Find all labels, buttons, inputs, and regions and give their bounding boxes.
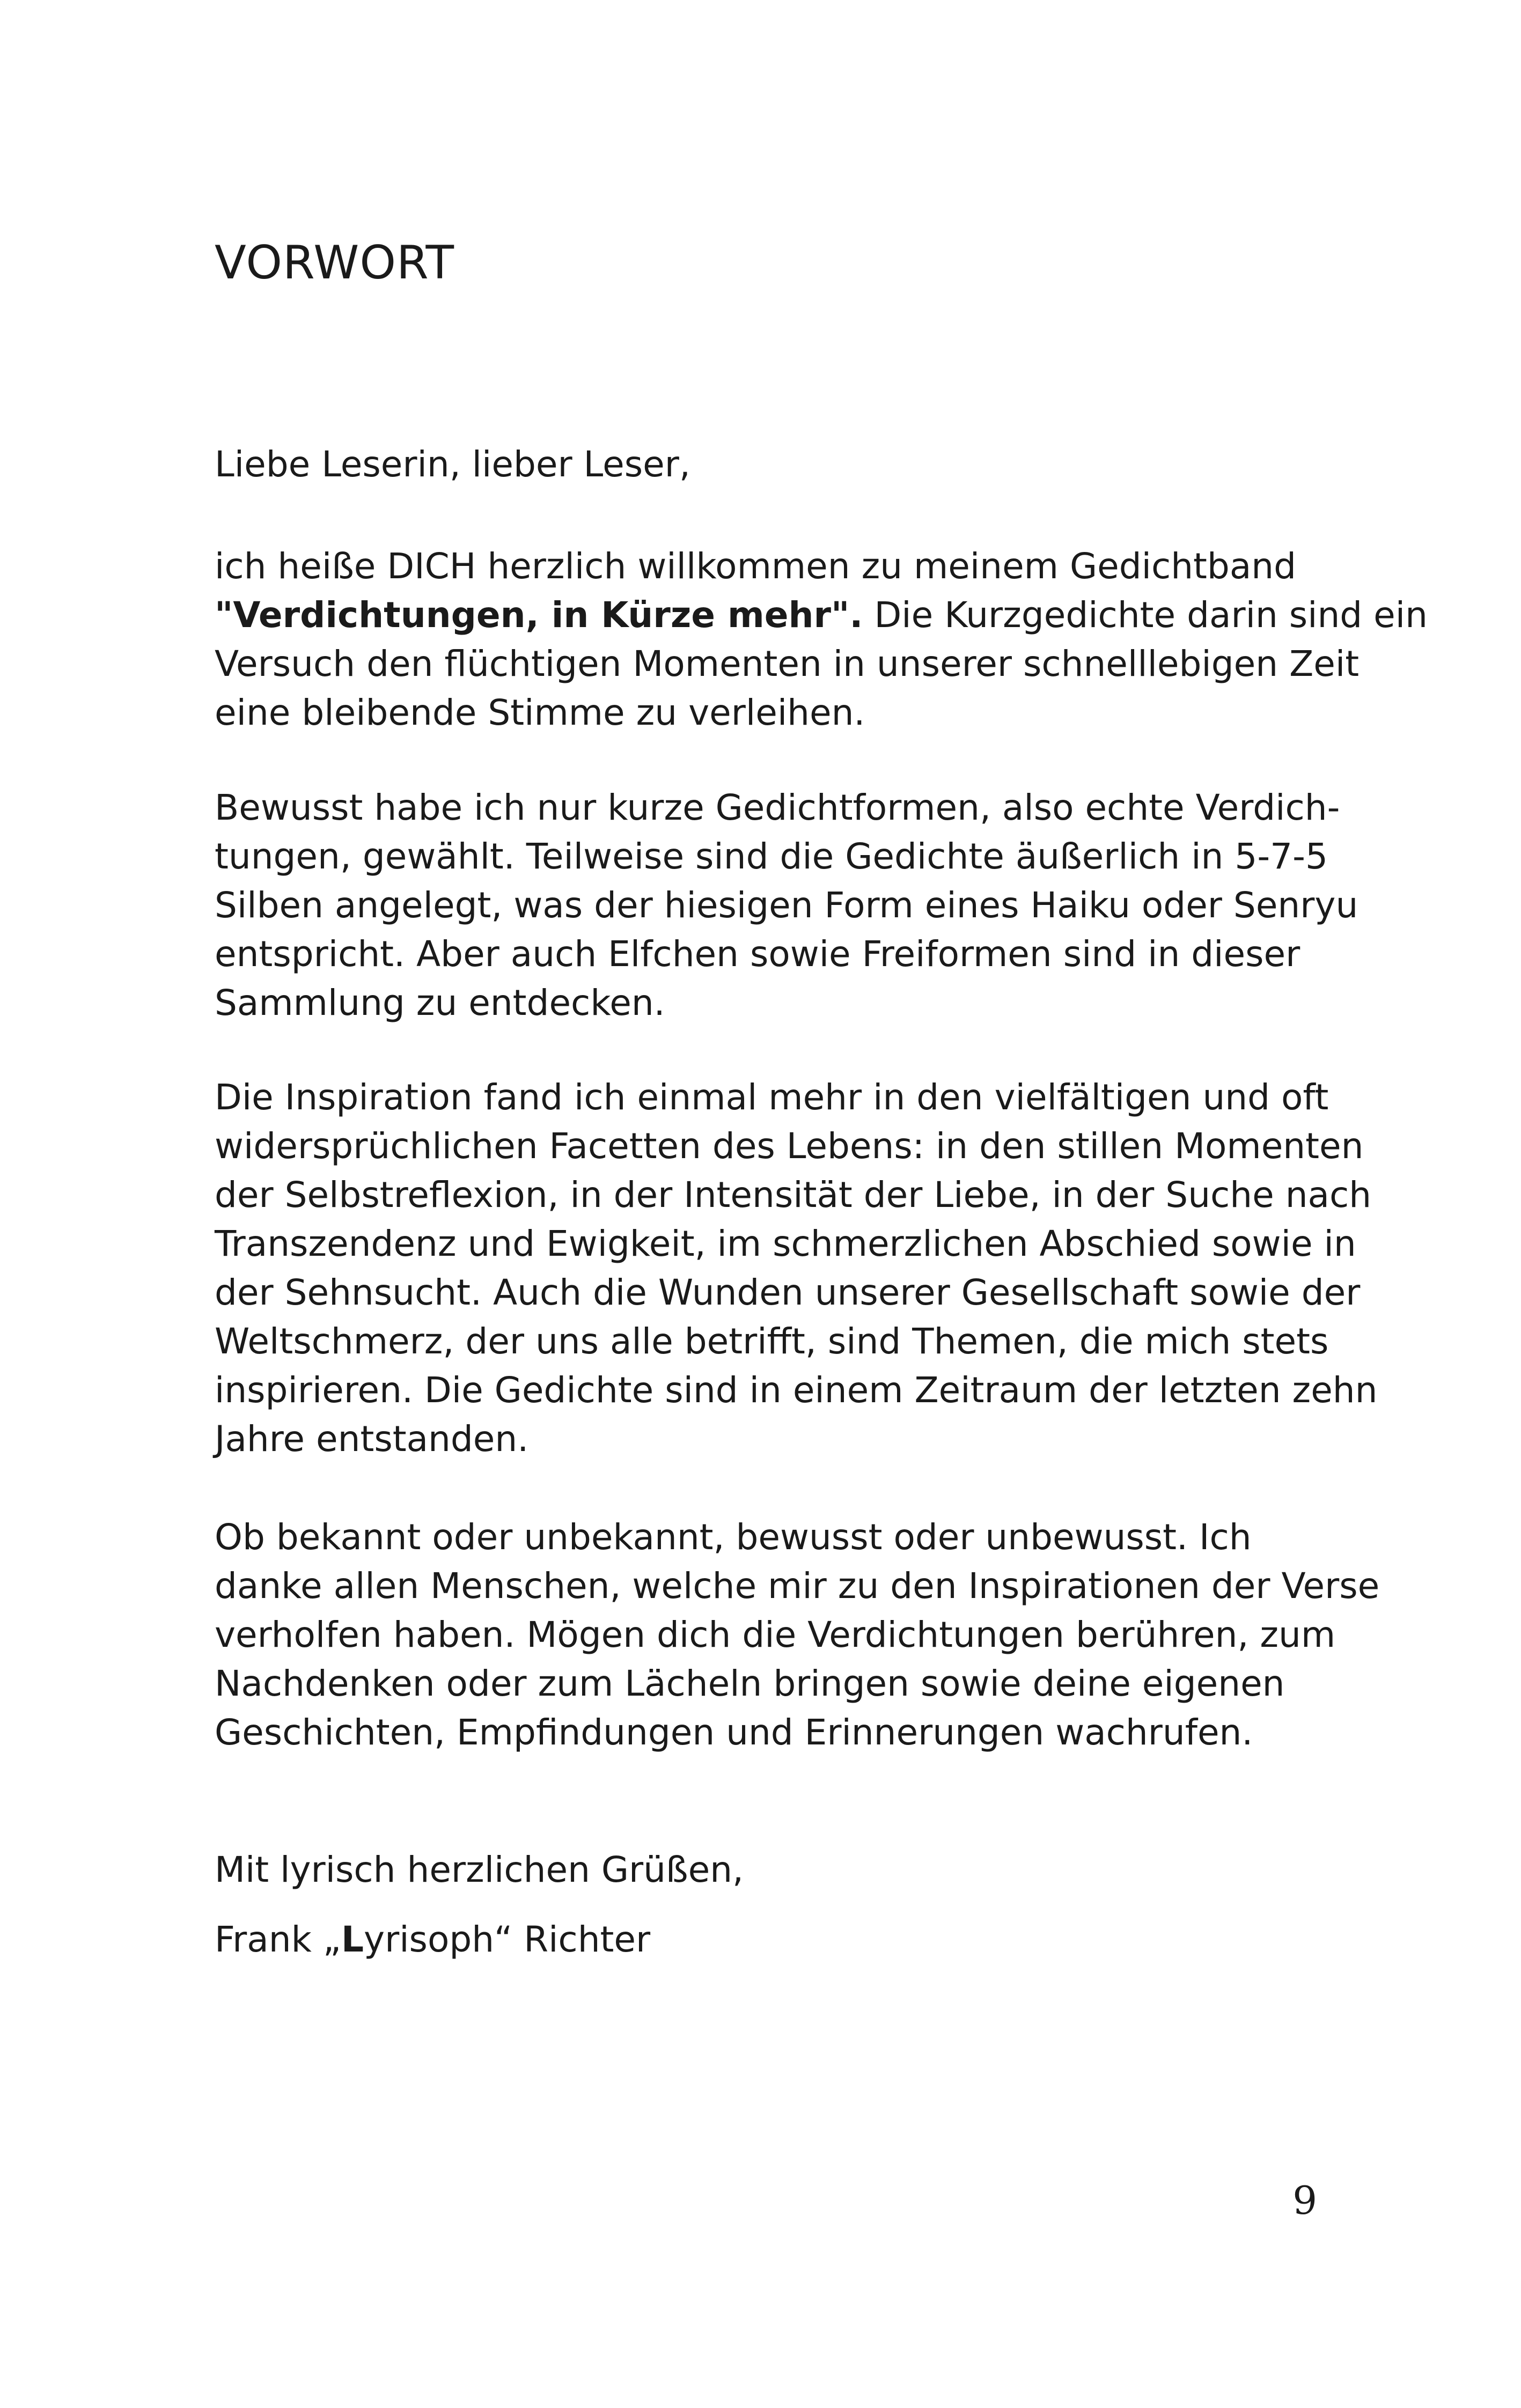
paragraph-4-line: Ob bekannt oder unbekannt, bewusst oder unbewusst. Ich [215, 1516, 1252, 1558]
paragraph-4-line: Nachdenken oder zum Lächeln bringen sowie deine eigenen [215, 1663, 1285, 1704]
paragraph-1-line-2-rest: Die Kurzgedichte darin sind ein [863, 594, 1428, 636]
paragraph-1-line-3: Versuch den flüchtigen Momenten in unserer schnelllebigen Zeit [215, 643, 1360, 684]
paragraph-3-line: Die Inspiration fand ich einmal mehr in den vielfältigen und oft [215, 1077, 1329, 1118]
signature-start: Frank „ [215, 1919, 341, 1960]
paragraph-3-line: Jahre entstanden. [215, 1418, 529, 1460]
paragraph-4-line: Geschichten, Empfindungen und Erinnerungen wachrufen. [215, 1712, 1253, 1753]
paragraph-3-line: Weltschmerz, der uns alle betrifft, sind Themen, die mich stets [215, 1321, 1329, 1362]
paragraph-2-line: entspricht. Aber auch Elfchen sowie Freiformen sind in dieser [215, 933, 1300, 975]
paragraph-2-line: tungen, gewählt. Teilweise sind die Gedichte äußerlich in 5-7-5 [215, 836, 1328, 877]
paragraph-1 [215, 542, 1428, 737]
paragraph-3-line: Transzendenz und Ewigkeit, im schmerzlichen Abschied sowie in [215, 1223, 1356, 1264]
greeting: Liebe Leserin, lieber Leser, [215, 444, 690, 485]
paragraph-2 [215, 783, 1363, 1027]
paragraph-3-line: inspirieren. Die Gedichte sind in einem Zeitraum der letzten zehn [215, 1369, 1378, 1411]
book-title: "Verdichtungen, in Kürze mehr". [215, 594, 863, 636]
signature-bold-letter: L [341, 1919, 364, 1960]
paragraph-1-line-2 [215, 591, 1428, 639]
paragraph-4 [215, 1513, 1380, 1757]
paragraph-3-line: der Selbstreflexion, in der Intensität der Liebe, in der Suche nach [215, 1174, 1372, 1216]
paragraph-2-line: Silben angelegt, was der hiesigen Form eines Haiku oder Senryu [215, 885, 1358, 926]
paragraph-3-line: der Sehnsucht. Auch die Wunden unserer Gesellschaft sowie der [215, 1272, 1361, 1313]
paragraph-1-line-1: ich heiße DICH herzlich willkommen zu meinem Gedichtband [215, 546, 1296, 587]
paragraph-2-line: Sammlung zu entdecken. [215, 982, 665, 1023]
paragraph-4-line: verholfen haben. Mögen dich die Verdichtungen berühren, zum [215, 1614, 1336, 1655]
paragraph-3 [215, 1073, 1378, 1463]
paragraph-3-line: widersprüchlichen Facetten des Lebens: in den stillen Momenten [215, 1125, 1364, 1167]
page-title: VORWORT [215, 236, 455, 290]
paragraph-1-line-4: eine bleibende Stimme zu verleihen. [215, 692, 865, 733]
signature-end: yrisoph“ Richter [364, 1919, 651, 1960]
closing-line: Mit lyrisch herzlichen Grüßen, [215, 1849, 744, 1890]
signature [215, 1915, 1363, 1964]
paragraph-4-line: danke allen Menschen, welche mir zu den Inspirationen der Verse [215, 1565, 1380, 1607]
page-number: 9 [1292, 2178, 1317, 2223]
paragraph-2-line: Bewusst habe ich nur kurze Gedichtformen, also echte Verdich- [215, 787, 1340, 828]
